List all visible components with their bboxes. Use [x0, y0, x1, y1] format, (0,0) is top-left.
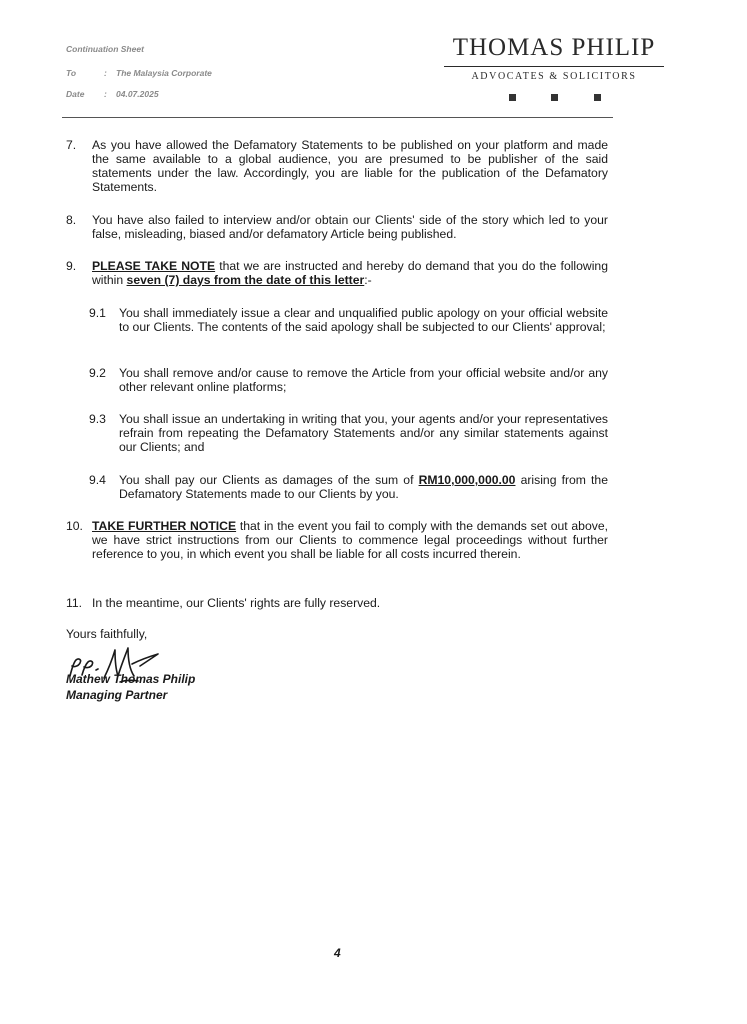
- header-divider: [62, 117, 613, 118]
- paragraph-number: 10.: [66, 519, 83, 533]
- paragraph-number: 11.: [66, 596, 83, 610]
- firm-logo: [440, 34, 668, 83]
- paragraph-text: In the meantime, our Clients' rights are fully reserved.: [92, 596, 381, 610]
- paragraph-9-2: [89, 366, 608, 394]
- paragraph-number: 9.: [66, 259, 77, 273]
- firm-name: THOMAS PHILIP: [452, 34, 656, 61]
- square-icon: [509, 94, 516, 101]
- date-separator: :: [104, 89, 107, 99]
- brand-squares: [0, 94, 747, 104]
- paragraph-number: 8.: [66, 213, 77, 227]
- to-value: The Malaysia Corporate: [116, 68, 212, 78]
- paragraph-text: You shall remove and/or cause to remove the Article from your official website and/or any other relevant online platforms;: [119, 366, 608, 394]
- paragraph-9-3: [89, 412, 608, 454]
- signatory-title: Managing Partner: [66, 688, 168, 702]
- square-icon: [551, 94, 558, 101]
- to-label: To: [66, 68, 77, 78]
- closing-salutation: Yours faithfully,: [66, 627, 148, 641]
- paragraph-number: 9.4: [89, 473, 106, 487]
- paragraph-number: 9.1: [89, 306, 106, 320]
- paragraph-number: 7.: [66, 138, 77, 152]
- paragraph-text: You shall immediately issue a clear and unqualified public apology on your official website to our Clients. The contents of the said apology shall be subjected to our Clients' approval;: [119, 306, 608, 334]
- paragraph-text: PLEASE TAKE NOTE that we are instructed and hereby do demand that you do the following within seven (7) days from the date of this letter:-: [92, 259, 608, 287]
- date-value: 04.07.2025: [116, 89, 159, 99]
- paragraph-10: [66, 519, 608, 561]
- paragraph-8: [66, 213, 608, 241]
- paragraph-11: [66, 596, 608, 610]
- paragraph-text: You shall issue an undertaking in writing that you, your agents and/or your representatives refrain from repeating the Defamatory Statements and/or any similar statements against our Clients; and: [119, 412, 608, 454]
- paragraph-9: [66, 259, 608, 287]
- please-take-note: PLEASE TAKE NOTE: [92, 259, 216, 273]
- paragraph-7: [66, 138, 608, 194]
- signatory-name: Mathew Thomas Philip: [66, 672, 196, 686]
- paragraph-text: As you have allowed the Defamatory Statements to be published on your platform and made the same available to a global audience, you are presumed to be publisher of the said statements under the law. Accordingly, you are liable for the publication of the Defamatory Statements.: [92, 138, 608, 194]
- deadline-text: seven (7) days from the date of this letter: [126, 273, 365, 287]
- take-further-notice: TAKE FURTHER NOTICE: [92, 519, 237, 533]
- continuation-sheet-label: Continuation Sheet: [66, 44, 144, 54]
- date-label: Date: [66, 89, 85, 99]
- firm-tagline: ADVOCATES & SOLICITORS: [471, 71, 637, 82]
- paragraph-9-4: [89, 473, 608, 501]
- paragraph-text: You have also failed to interview and/or obtain our Clients' side of the story which led to your false, misleading, biased and/or defamatory Article being published.: [92, 213, 608, 241]
- to-separator: :: [104, 68, 107, 78]
- to-line: [66, 68, 212, 78]
- page-number: 4: [334, 946, 341, 960]
- damages-amount: RM10,000,000.00: [418, 473, 516, 487]
- brand-divider: [444, 66, 664, 67]
- square-icon: [594, 94, 601, 101]
- paragraph-text: You shall pay our Clients as damages of the sum of RM10,000,000.00 arising from the Defamatory Statements made to our Clients by you.: [119, 473, 608, 501]
- paragraph-number: 9.2: [89, 366, 106, 380]
- paragraph-text: TAKE FURTHER NOTICE that in the event you fail to comply with the demands set out above, we have strict instructions from our Clients to commence legal proceedings without further reference to you, in which event you shall be liable for all costs incurred therein.: [92, 519, 608, 561]
- paragraph-9-1: [89, 306, 608, 334]
- paragraph-number: 9.3: [89, 412, 106, 426]
